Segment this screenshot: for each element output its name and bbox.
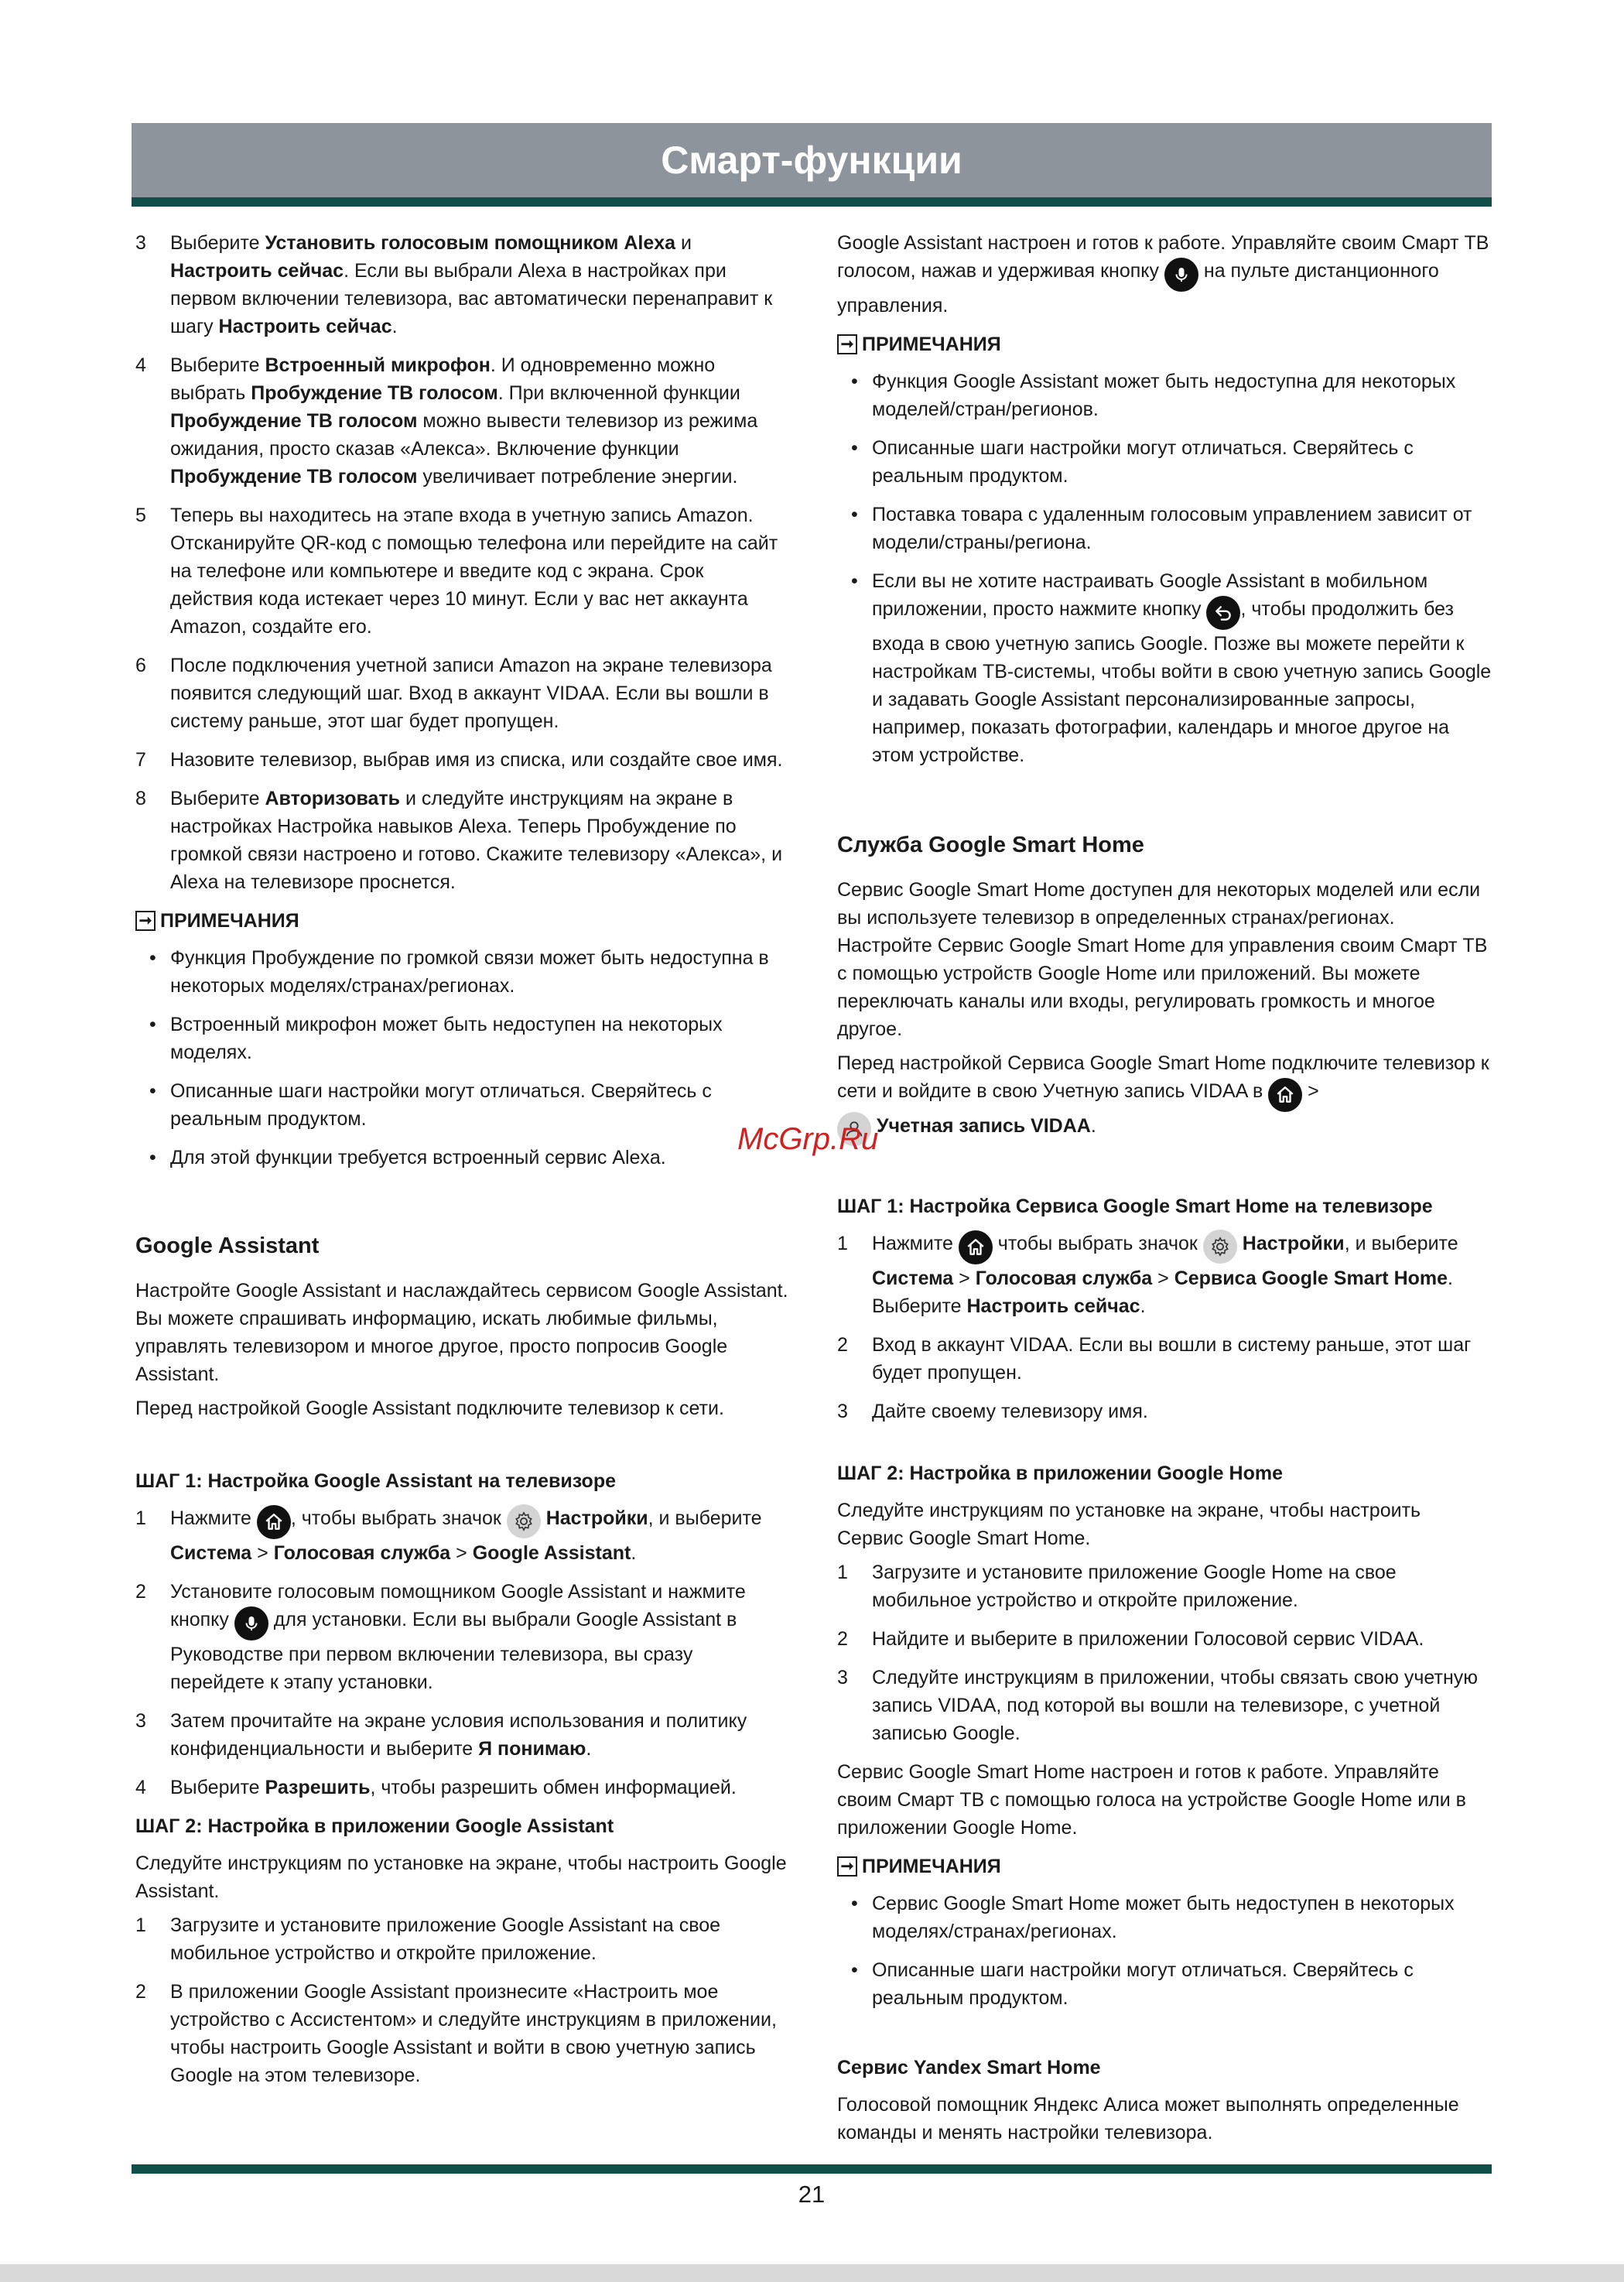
ga-note-4: • Если вы не хотите настраивать Google Assistant в мобильном приложении, просто нажмите кнопку , чтобы продолжить без входа в свою учетную запись Google. Позже вы можете перейти к настройкам ТВ-системы, чтобы войти в свою учетную запись Google и задавать Google Assistant персонализированные запросы, например, показать фотографии, календарь и многое другое на этом устройстве. (851, 570, 1492, 766)
gsh-step2-intro: Следуйте инструкциям по установке на экране, чтобы настроить Сервис Google Smart Home. (837, 1500, 1421, 1549)
alexa-step-6: 6 После подключения учетной записи Amazon на экране телевизора появится следующий шаг. Вход в аккаунт VIDAA. Если вы вошли в систему раньше, этот шаг будет пропущен. (135, 655, 772, 732)
ga-step1-item-3: 3 Затем прочитайте на экране условия использования и политику конфиденциальности и выберите Я понимаю. (135, 1710, 747, 1760)
footer-line (132, 2164, 1492, 2174)
ga-notes-list (837, 368, 1492, 556)
ga-step2-intro: Следуйте инструкциям по установке на экране, чтобы настроить Google Assistant. (135, 1853, 787, 1902)
bottom-band (0, 2264, 1624, 2282)
ga-step2-heading: ШАГ 2: Настройка в приложении Google Assistant (135, 1815, 614, 1837)
google-assistant-heading: Google Assistant (135, 1233, 320, 1258)
ga-step2-item-2: 2 В приложении Google Assistant произнесите «Настроить мое устройство с Ассистентом» и следуйте инструкциям в приложении, чтобы настроить Google Assistant и войти в свою учетную запись Google на этом телевизоре. (135, 1981, 777, 2086)
notes-heading (837, 330, 1492, 358)
ga-step2-item-1: 1 Загрузите и установите приложение Google Assistant на свое мобильное устройство и откройте приложение. (135, 1914, 721, 1964)
alexa-steps-list (135, 229, 790, 896)
gsh-step2-list (837, 1558, 1492, 1747)
alexa-note-4: • Для этой функции требуется встроенный сервис Alexa. (149, 1147, 666, 1168)
ga-ready-text: Google Assistant настроен и готов к работе. Управляйте своим Смарт ТВ голосом, нажав и удерживая кнопку на пульте дистанционного управления. (837, 232, 1489, 316)
notes-heading (135, 907, 790, 935)
home-icon (1268, 1078, 1302, 1112)
ga-step1-item-4: 4 Выберите Разрешить, чтобы разрешить обмен информацией. (135, 1777, 737, 1798)
gsh-step1-item-1: 1 Нажмите чтобы выбрать значок Настройки, и выберите Система > Голосовая служба > Сервиса Google Smart Home. Выберите Настроить сейчас. (837, 1230, 1492, 1320)
header-stripe (132, 197, 1492, 207)
ga-note-3: • Поставка товара с удаленным голосовым управлением зависит от модели/страны/региона. (851, 504, 1472, 553)
watermark: McGrp.Ru (737, 1122, 879, 1156)
right-column (837, 229, 1492, 2153)
microphone-icon (234, 1606, 268, 1641)
alexa-step-7: 7 Назовите телевизор, выбрав имя из списка, или создайте свое имя. (135, 749, 783, 771)
alexa-step-5: 5 Теперь вы находитесь на этапе входа в учетную запись Amazon. Отсканируйте QR-код с помощью телефона или перейдите на сайт на телефоне или компьютере и введите код с экрана. Срок действия кода истекает через 10 минут. Если у вас нет аккаунта Amazon, создайте его. (135, 505, 778, 638)
ga-note-1: • Функция Google Assistant может быть недоступна для некоторых моделей/стран/регионов. (851, 371, 1456, 420)
google-assistant-intro: Настройте Google Assistant и наслаждайтесь сервисом Google Assistant. Вы можете спрашивать информацию, искать любимые фильмы, управлять телевизором и многое другое, просто попросив Google Assistant. (135, 1280, 788, 1385)
gsh-step2-item-1: 1 Загрузите и установите приложение Google Home на свое мобильное устройство и откройте приложение. (837, 1562, 1397, 1611)
gsh-note-1: • Сервис Google Smart Home может быть недоступен в некоторых моделях/странах/регионах. (851, 1893, 1455, 1942)
page-title: Смарт-функции (661, 139, 962, 182)
alexa-note-1: • Функция Пробуждение по громкой связи может быть недоступна в некоторых моделях/странах/регионах. (149, 947, 769, 997)
notes-heading-label: ПРИМЕЧАНИЯ (862, 334, 1001, 355)
gsh-step1-item-3: 3 Дайте своему телевизору имя. (837, 1401, 1148, 1422)
notes-heading (837, 1853, 1492, 1880)
notes-arrow-icon: ➞ (837, 1856, 857, 1877)
gsh-step2-item-2: 2 Найдите и выберите в приложении Голосовой сервис VIDAA. (837, 1628, 1424, 1650)
alexa-step-4: 4 Выберите Встроенный микрофон. И одновременно можно выбрать Пробуждение ТВ голосом. При включенной функции Пробуждение ТВ голосом можно вывести телевизор из режима ожидания, просто сказав «Алекса». Включение функции Пробуждение ТВ голосом увеличивает потребление энергии. (135, 354, 758, 488)
notes-heading-label: ПРИМЕЧАНИЯ (862, 1856, 1001, 1877)
google-smart-home-heading: Служба Google Smart Home (837, 833, 1144, 857)
gsh-ready-text: Сервис Google Smart Home настроен и готов к работе. Управляйте своим Смарт ТВ с помощью голоса на устройстве Google Home или в приложении Google Home. (837, 1761, 1466, 1839)
page-number: 21 (798, 2181, 826, 2208)
gsh-step1-heading: ШАГ 1: Настройка Сервиса Google Smart Home на телевизоре (837, 1196, 1433, 1217)
gsh-note-2: • Описанные шаги настройки могут отличаться. Сверяйтесь с реальным продуктом. (851, 1959, 1414, 2009)
gsh-step2-heading: ШАГ 2: Настройка в приложении Google Home (837, 1463, 1283, 1484)
settings-gear-icon (507, 1504, 541, 1538)
notes-arrow-icon: ➞ (135, 911, 156, 931)
notes-arrow-icon: ➞ (837, 334, 857, 354)
home-icon (959, 1230, 993, 1264)
ga-step2-list (135, 1911, 790, 2089)
alexa-note-3: • Описанные шаги настройки могут отличаться. Сверяйтесь с реальным продуктом. (149, 1080, 712, 1130)
gsh-step1-item-2: 2 Вход в аккаунт VIDAA. Если вы вошли в систему раньше, этот шаг будет пропущен. (837, 1334, 1472, 1384)
gsh-intro: Сервис Google Smart Home доступен для некоторых моделей или если вы используете телевизор в определенных странах/регионах. Настройте Сервис Google Smart Home для управления своим Смарт ТВ с помощью устройств Google Home или приложений. Вы можете переключать каналы или входы, регулировать громкость и многое другое. (837, 879, 1488, 1040)
gsh-prereq: Перед настройкой Сервиса Google Smart Home подключите телевизор к сети и войдите в свою Учетную запись VIDAA в > Учетная запись VIDAA. (837, 1049, 1492, 1146)
gsh-notes-list (837, 1890, 1492, 2012)
home-icon (257, 1505, 291, 1539)
left-column (135, 229, 790, 2100)
alexa-step-3: 3 Выберите Установить голосовым помощником Alexa и Настроить сейчас. Если вы выбрали Alexa в настройках при первом включении телевизора, вас автоматически перенаправит к шагу Настроить сейчас. (135, 232, 773, 337)
ga-step1-item-2: 2 Установите голосовым помощником Google Assistant и нажмите кнопку для установки. Если вы выбрали Google Assistant в Руководстве при первом включении телевизора, вы сразу перейдете к этапу установки. (135, 1581, 746, 1693)
microphone-icon (1164, 258, 1198, 292)
alexa-step-8: 8 Выберите Авторизовать и следуйте инструкциям на экране в настройках Настройка навыков Alexa. Теперь Пробуждение по громкой связи настроено и готово. Скажите телевизору «Алекса», и Alexa на телевизоре проснется. (135, 788, 783, 893)
alexa-notes-list (135, 944, 790, 1172)
gsh-step2-item-3: 3 Следуйте инструкциям в приложении, чтобы связать свою учетную запись VIDAA, под которой вы вошли на телевизоре, с учетной записью Google. (837, 1667, 1478, 1744)
ga-step1-heading: ШАГ 1: Настройка Google Assistant на телевизоре (135, 1470, 616, 1492)
yandex-heading: Сервис Yandex Smart Home (837, 2057, 1101, 2078)
alexa-note-2: • Встроенный микрофон может быть недоступен на некоторых моделях. (149, 1014, 723, 1063)
ga-note-2: • Описанные шаги настройки могут отличаться. Сверяйтесь с реальным продуктом. (851, 437, 1414, 487)
yandex-text: Голосовой помощник Яндекс Алиса может выполнять определенные команды и менять настройки телевизора. (837, 2094, 1459, 2143)
back-arrow-icon (1206, 596, 1240, 630)
notes-heading-label: ПРИМЕЧАНИЯ (160, 910, 299, 932)
ga-step1-item-1: 1 Нажмите , чтобы выбрать значок Настройки, и выберите Система > Голосовая служба > Google Assistant. (135, 1504, 790, 1567)
settings-gear-icon (1203, 1230, 1237, 1264)
google-assistant-network-note: Перед настройкой Google Assistant подключите телевизор к сети. (135, 1398, 724, 1419)
